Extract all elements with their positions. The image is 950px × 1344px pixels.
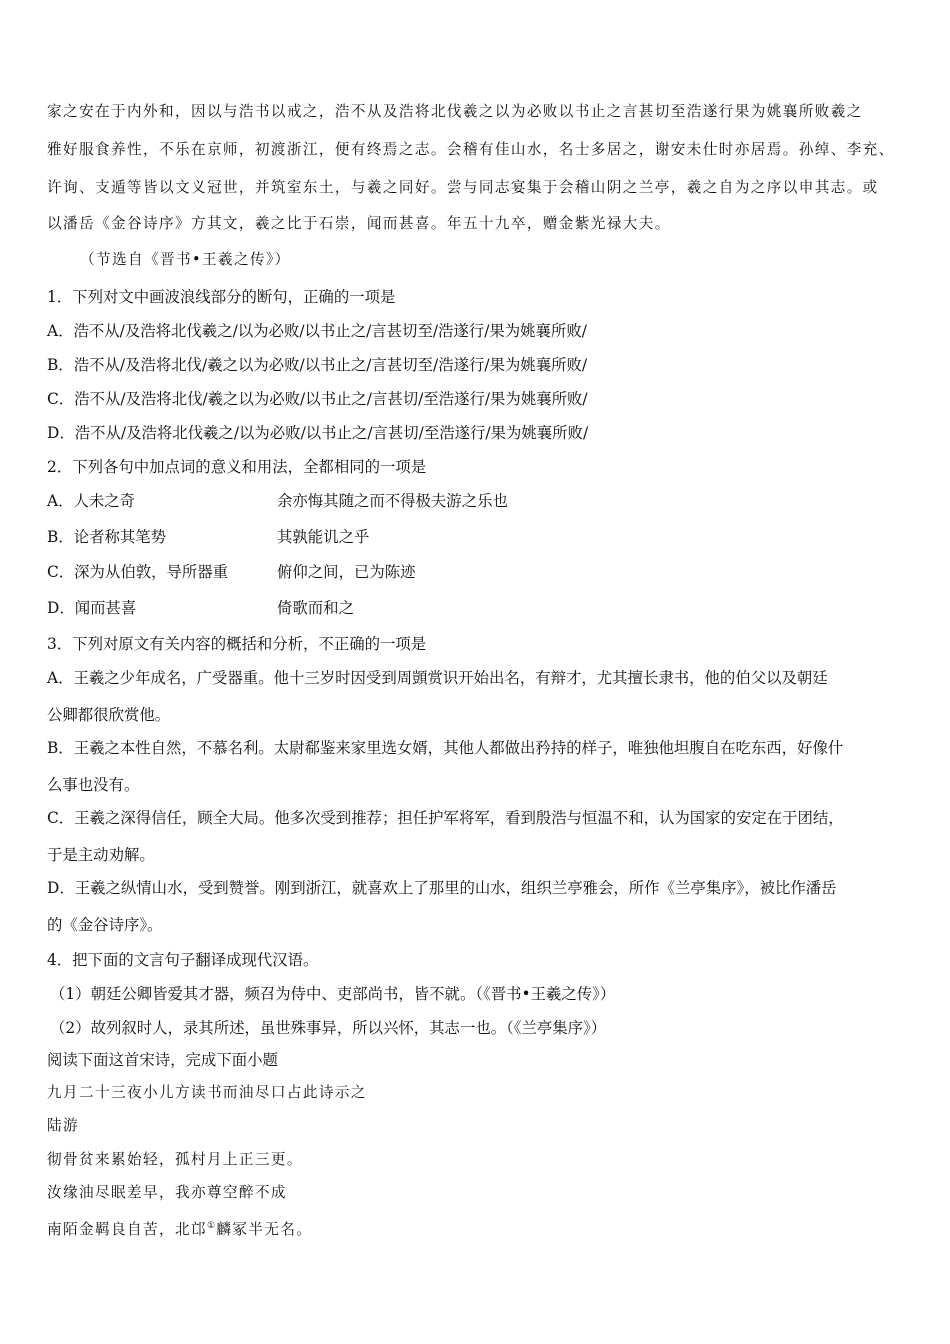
passage-line-1: 家之安在于内外和，因以与浩书以戒之，浩不从及浩将北伐羲之以为必败以书止之言甚切至浩遂行果为姚襄所败羲之: [47, 103, 863, 120]
q3-line-5: C．王羲之深得信任，顾全大局。他多次受到推荐；担任护军将军，看到殷浩与恒温不和，认为国家的安定在于团结，: [47, 809, 844, 827]
q2-option-c: [47, 562, 416, 582]
poem-title: 九月二十三夜小儿方读书而油尽口占此诗示之: [47, 1084, 367, 1101]
q3-line-4: 么事也没有。: [47, 776, 140, 794]
q2-option-d: [47, 598, 354, 618]
q2-option-a-right: 余亦悔其随之而不得极夫游之乐也: [277, 492, 508, 510]
q4-item-2: （2）故列叙时人，录其所述，虽世殊事异，所以兴怀，其志一也。（《兰亭集序》）: [50, 1019, 607, 1037]
q2-option-d-right: 倚歌而和之: [277, 599, 354, 617]
q1-option-a: A．浩不从/及浩将北伐羲之/以为必败/以书止之/言甚切至/浩遂行/果为姚襄所败/: [47, 322, 587, 340]
q2-option-b-right: 其孰能讥之乎: [277, 528, 370, 546]
passage-source: （节选自《晋书•王羲之传》）: [80, 251, 291, 268]
poem-author: 陆游: [47, 1117, 79, 1134]
q1-option-c: C．浩不从/及浩将北伐/羲之以为必败/以书止之/言甚切/至浩遂行/果为姚襄所败/: [47, 390, 588, 408]
q2-option-b: [47, 527, 370, 547]
q3-line-2: 公卿都很欣赏他。: [47, 706, 171, 724]
q3-line-8: 的《金谷诗序》。: [47, 916, 163, 934]
q1-stem: 1．下列对文中画波浪线部分的断句，正确的一项是: [47, 288, 396, 306]
q2-option-c-right: 俯仰之间，已为陈迹: [277, 563, 416, 581]
poem-line-3-a: 南陌金羁良自苦，北邙: [47, 1220, 207, 1238]
q2-option-b-left: B．论者称其笔势: [47, 528, 167, 546]
q3-line-3: B．王羲之本性自然，不慕名利。太尉郗鉴来家里选女婿，其他人都做出矜持的样子，唯独他坦腹自在吃东西，好像什: [47, 739, 844, 757]
q3-line-6: 于是主动劝解。: [47, 846, 155, 864]
q3-line-7: D．王羲之纵情山水，受到赞誉。刚到浙江，就喜欢上了那里的山水，组织兰亭雅会，所作《兰亭集序》，被比作潘岳: [47, 879, 837, 897]
q2-option-c-left: C．深为从伯敦，导所器重: [47, 563, 229, 581]
q4-stem: 4．把下面的文言句子翻译成现代汉语。: [47, 951, 319, 969]
poem-line-3-b: 麟冢半无名。: [216, 1220, 313, 1238]
q2-option-d-left: D．闻而甚喜: [47, 599, 137, 617]
poem-line-3: [47, 1216, 312, 1240]
passage-line-3: 许询、支遁等皆以文义冠世，并筑室东土，与羲之同好。尝与同志宴集于会稽山阴之兰亭，羲之自为之序以申其志。或: [47, 179, 879, 196]
passage-line-4: 以潘岳《金谷诗序》方其文，羲之比于石崇，闻而甚喜。年五十九卒，赠金紫光禄大夫。: [47, 215, 671, 232]
poem-line-2: 汝缘油尽眠差早，我亦尊空醉不成: [47, 1184, 287, 1201]
q3-line-1: A．王羲之少年成名，广受器重。他十三岁时因受到周顗赏识开始出名，有辩才，尤其擅长隶书，他的伯父以及朝廷: [47, 669, 828, 687]
q3-stem: 3．下列对原文有关内容的概括和分析，不正确的一项是: [47, 635, 427, 653]
poem-intro: 阅读下面这首宋诗，完成下面小题: [47, 1051, 278, 1069]
passage-line-2: 雅好服食养性，不乐在京师，初渡浙江，便有终焉之志。会稽有佳山水，名士多居之，谢安未仕时亦居焉。孙绰、李充、: [47, 141, 895, 158]
q2-option-a: [47, 491, 508, 511]
q2-stem: 2．下列各句中加点词的意义和用法，全都相同的一项是: [47, 458, 427, 476]
q4-item-1: （1）朝廷公卿皆爱其才器，频召为侍中、吏部尚书，皆不就。（《晋书•王羲之传》）: [50, 985, 616, 1003]
q1-option-d: D．浩不从/及浩将北伐羲之/以为必败/以书止之/言甚切/至浩遂行/果为姚襄所败/: [47, 424, 589, 442]
q2-option-a-left: A．人未之奇: [47, 492, 136, 510]
poem-line-1: 彻骨贫来累始轻，孤村月上正三更。: [47, 1151, 303, 1168]
q1-option-b: B．浩不从/及浩将北伐/羲之以为必败/以书止之/言甚切至/浩遂行/果为姚襄所败/: [47, 356, 588, 374]
footnote-marker: ①: [206, 1221, 217, 1231]
